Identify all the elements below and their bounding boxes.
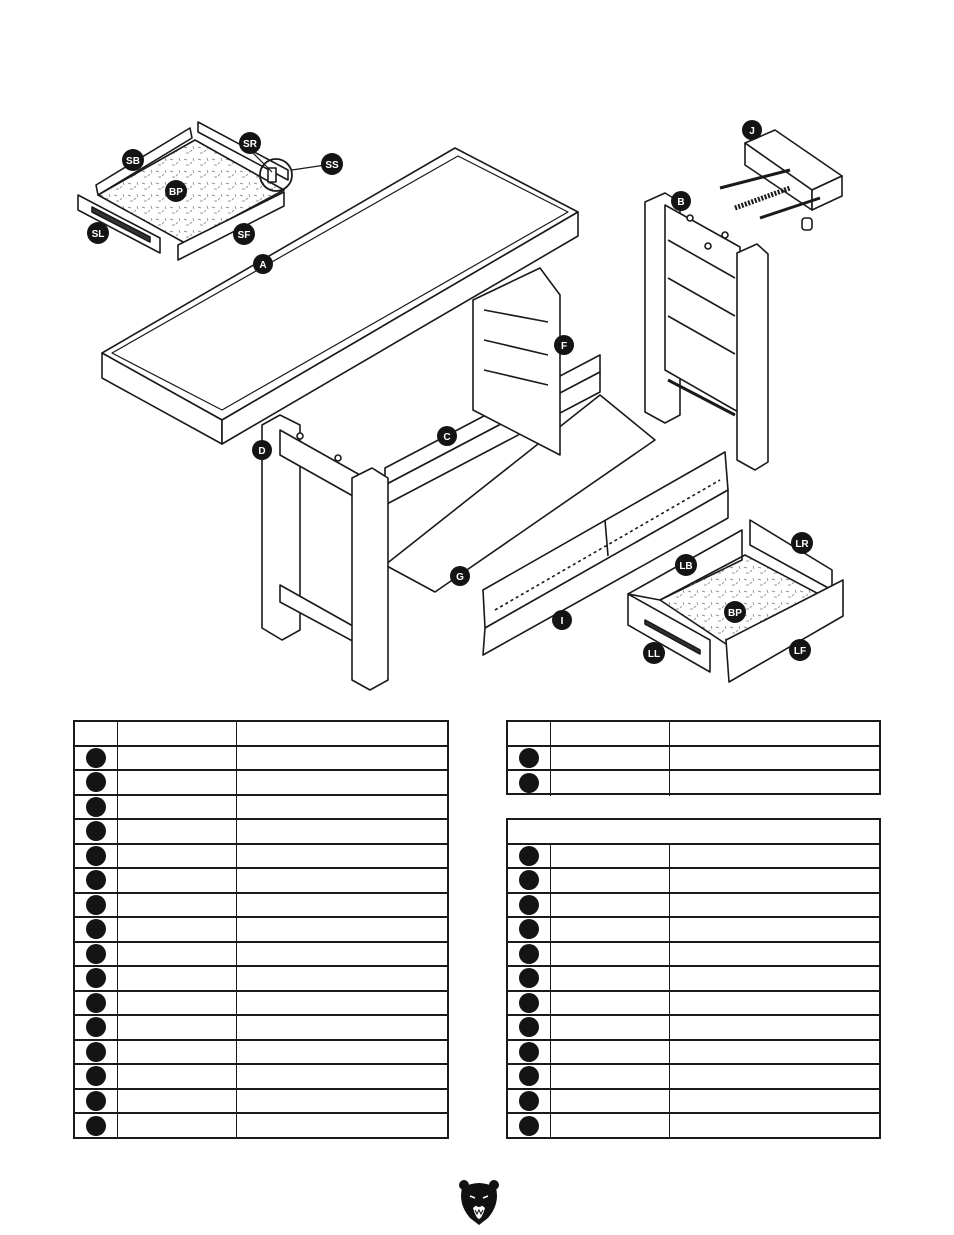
part-description-cell [237,771,447,794]
svg-text:B: B [677,197,685,208]
part-bullet-icon [519,846,539,866]
part-description-cell [237,1114,447,1139]
part-number-cell [551,1114,670,1139]
part-ref-cell [75,1041,118,1064]
svg-text:SL: SL [91,229,105,240]
callout-SF [233,223,255,245]
part-bullet-icon [519,919,539,939]
part-number-cell [118,771,237,794]
part-description-cell [670,967,879,990]
part-description-cell [670,992,879,1015]
table-row [508,943,879,968]
svg-text:LB: LB [679,561,693,572]
part-bullet-icon [519,895,539,915]
part-bullet-icon [519,944,539,964]
part-ref-cell [75,820,118,843]
part-ref-cell [508,992,551,1015]
part-ref-cell [508,1090,551,1113]
right-leg-assembly [645,193,768,470]
part-ref-cell [508,869,551,892]
part-number-cell [551,845,670,868]
part-description-cell [237,869,447,892]
table-header-row [508,722,879,747]
part-description-cell [237,1065,447,1088]
parts-table-right-bottom [506,818,881,1139]
table-row [508,918,879,943]
table-row [508,845,879,870]
part-ref-cell [75,771,118,794]
part-bullet-icon [519,870,539,890]
part-number-cell [551,771,670,796]
part-description-cell [670,1065,879,1088]
table-row [75,1041,447,1066]
part-number-cell [118,992,237,1015]
table-row [508,894,879,919]
svg-text:I: I [560,616,564,627]
svg-text:BP: BP [728,608,742,619]
svg-text:SS: SS [325,160,339,171]
callout-B [671,191,691,211]
callout-J [742,120,762,140]
part-bullet-icon [519,1091,539,1111]
svg-text:BP: BP [169,187,183,198]
part-bullet-icon [86,772,106,792]
callout-D [252,440,272,460]
table-row [508,869,879,894]
callout-LF [789,639,811,661]
table-row [75,869,447,894]
table-row [75,1114,447,1139]
part-number-cell [551,722,670,745]
table-row [508,1041,879,1066]
part-bullet-icon [86,1017,106,1037]
part-description-cell [237,918,447,941]
part-bullet-icon [86,919,106,939]
table-row [75,918,447,943]
part-description-cell [237,894,447,917]
callout-BP-large [724,601,746,623]
part-description-cell [670,1090,879,1113]
table-row [75,992,447,1017]
callout-LB [675,554,697,576]
table-row [508,747,879,772]
part-number-cell [118,845,237,868]
table-row [508,771,879,796]
part-description-cell [670,918,879,941]
table-row [75,894,447,919]
part-description-cell [670,722,879,745]
part-number-cell [551,1016,670,1039]
part-number-cell [118,722,237,745]
part-number-cell [551,992,670,1015]
table-row [508,1065,879,1090]
table-row [75,747,447,772]
parts-table-right-top [506,720,881,795]
part-description-cell [237,820,447,843]
part-ref-cell [75,1016,118,1039]
table-row [508,992,879,1017]
part-number-cell [551,1090,670,1113]
part-description-cell [237,796,447,819]
svg-text:F: F [560,341,568,352]
part-bullet-icon [86,748,106,768]
part-description-cell [670,1041,879,1064]
part-ref-cell [75,943,118,966]
part-description-cell [670,869,879,892]
part-description-cell [237,747,447,770]
svg-text:SF: SF [237,230,251,241]
part-bullet-icon [519,773,539,793]
part-bullet-icon [86,797,106,817]
part-ref-cell [75,747,118,770]
part-ref-cell [75,1065,118,1088]
part-number-cell [118,1016,237,1039]
part-number-cell [551,918,670,941]
table-row [75,943,447,968]
part-number-cell [118,1114,237,1139]
part-ref-cell [508,1114,551,1139]
part-ref-cell [75,869,118,892]
svg-text:LF: LF [793,646,807,657]
part-ref-cell [508,771,551,796]
svg-text:D: D [258,446,266,457]
part-bullet-icon [519,1116,539,1136]
part-bullet-icon [86,846,106,866]
part-description-cell [670,1114,879,1139]
part-bullet-icon [519,748,539,768]
left-leg-assembly [262,415,388,690]
svg-text:J: J [749,126,755,137]
part-ref-cell [75,845,118,868]
part-number-cell [551,943,670,966]
table-row [508,1114,879,1139]
part-number-cell [551,1065,670,1088]
part-ref-cell [75,967,118,990]
part-ref-cell [75,796,118,819]
part-description-cell [670,894,879,917]
part-bullet-icon [86,1116,106,1136]
callout-LL [643,642,665,664]
table-row [508,967,879,992]
part-ref-cell [508,722,551,745]
part-number-cell [551,1041,670,1064]
bear-logo-icon [458,1178,500,1226]
part-description-cell [237,845,447,868]
parts-table-left [73,720,449,1139]
table-row [75,845,447,870]
part-description-cell [237,943,447,966]
callout-SL [87,222,109,244]
part-number-cell [118,796,237,819]
part-bullet-icon [519,993,539,1013]
table-row [75,820,447,845]
table-header-row [75,722,447,747]
svg-text:G: G [456,572,464,583]
part-bullet-icon [86,1091,106,1111]
part-bullet-icon [519,1042,539,1062]
part-description-cell [670,845,879,868]
callout-C [437,426,457,446]
part-number-cell [118,967,237,990]
callout-BP-small [165,180,187,202]
part-bullet-icon [86,1042,106,1062]
table-header-row [508,820,879,845]
callout-G [450,566,470,586]
vise [720,130,842,230]
part-bullet-icon [86,870,106,890]
part-bullet-icon [519,1066,539,1086]
part-ref-cell [75,894,118,917]
part-number-cell [118,747,237,770]
callout-LR [791,532,813,554]
part-description-cell [237,1041,447,1064]
part-ref-cell [508,894,551,917]
callout-SS [321,153,343,175]
part-bullet-icon [86,821,106,841]
part-ref-cell [508,1016,551,1039]
part-ref-cell [75,1090,118,1113]
callout-A [253,254,273,274]
part-ref-cell [508,918,551,941]
part-ref-cell [508,845,551,868]
part-bullet-icon [86,944,106,964]
part-number-cell [551,967,670,990]
part-ref-cell [75,992,118,1015]
svg-text:LL: LL [647,649,661,660]
table-row [75,1090,447,1115]
part-description-cell [237,722,447,745]
table-row [75,796,447,821]
callout-SR [239,132,261,154]
callout-F [554,335,574,355]
part-bullet-icon [86,1066,106,1086]
part-number-cell [118,943,237,966]
part-number-cell [551,894,670,917]
part-ref-cell [508,1041,551,1064]
svg-text:A: A [259,260,267,271]
part-ref-cell [508,967,551,990]
part-description-cell [237,1016,447,1039]
table-row [75,1065,447,1090]
callout-I [552,610,572,630]
part-number-cell [118,1041,237,1064]
part-number-cell [551,747,670,770]
part-number-cell [551,869,670,892]
table-row [508,1016,879,1041]
table-row [75,771,447,796]
part-ref-cell [508,747,551,770]
part-ref-cell [75,918,118,941]
part-description-cell [670,747,879,770]
part-bullet-icon [519,1017,539,1037]
part-number-cell [118,1090,237,1113]
part-description-cell [670,1016,879,1039]
table-header-cell [508,820,879,843]
callout-SB [122,149,144,171]
part-bullet-icon [86,968,106,988]
part-description-cell [237,992,447,1015]
part-ref-cell [75,722,118,745]
part-number-cell [118,1065,237,1088]
part-ref-cell [75,1114,118,1139]
part-description-cell [237,1090,447,1113]
part-number-cell [118,918,237,941]
part-description-cell [237,967,447,990]
part-number-cell [118,869,237,892]
svg-text:LR: LR [795,539,809,550]
part-ref-cell [508,943,551,966]
part-ref-cell [508,1065,551,1088]
part-number-cell [118,894,237,917]
part-description-cell [670,943,879,966]
table-row [75,967,447,992]
svg-text:SB: SB [126,156,140,167]
svg-text:SR: SR [243,139,257,150]
table-row [75,1016,447,1041]
part-description-cell [670,771,879,796]
table-row [508,1090,879,1115]
part-bullet-icon [519,968,539,988]
svg-text:C: C [443,432,451,443]
part-number-cell [118,820,237,843]
part-bullet-icon [86,993,106,1013]
part-bullet-icon [86,895,106,915]
